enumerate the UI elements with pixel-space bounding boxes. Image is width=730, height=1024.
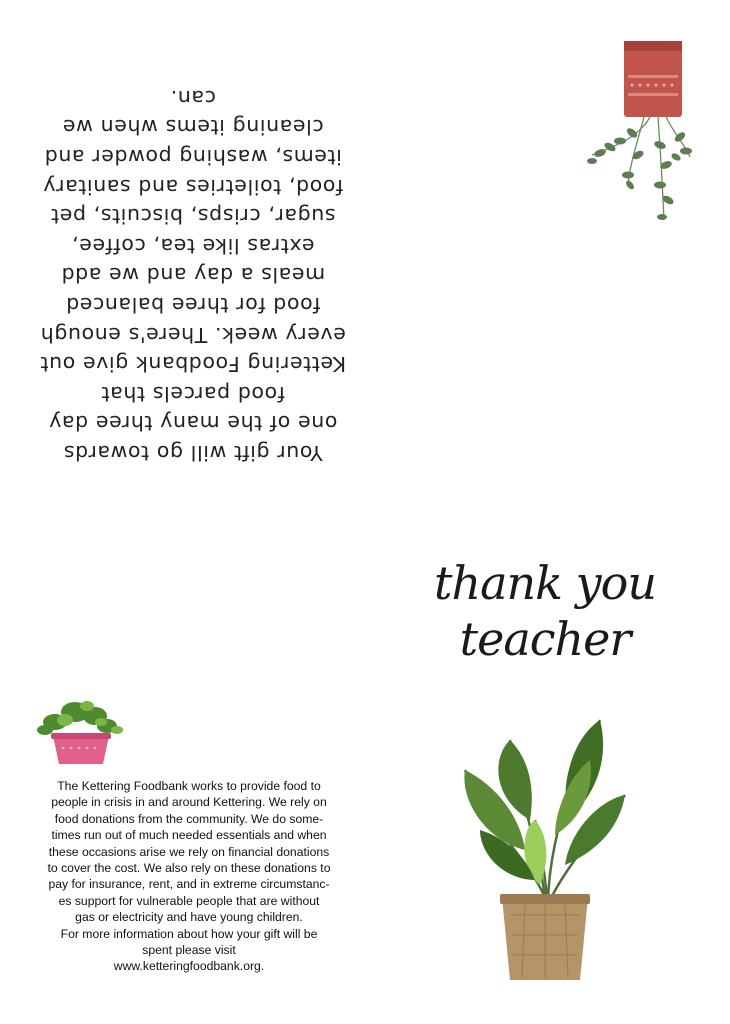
description-line: For more information about how your gift will be: [60, 926, 318, 941]
description-line: food donations from the community. We do some-: [54, 811, 324, 826]
description-line: spent please visit: [142, 943, 236, 958]
hanging-plant-icon: [580, 35, 710, 235]
pink-pot-plant-icon: [35, 692, 125, 767]
title-line-thank-you: thank you: [434, 556, 656, 610]
description-line: times run out of much needed essentials and when: [51, 828, 327, 843]
description-line: gas or electricity and have young children.: [75, 910, 303, 925]
description-line: es support for vulnerable people that are without: [58, 893, 320, 908]
title-line-teacher: teacher: [459, 612, 631, 666]
card-title: [420, 555, 670, 667]
description-line: these occasions arise we rely on financial donations: [48, 844, 330, 859]
inside-message: Your gift will go towards one of the many three day food parcels that Kettering Foodbank give out every week. There's enough food for three balanced meals a day and we add extras like tea, coffee, sugar, crisps, biscuits, pet food, toiletries and sanitary items, washing powder and cleaning items when we can.: [39, 85, 347, 465]
website-url: www.ketteringfoodbank.org.: [113, 959, 265, 974]
description-line: to cover the cost. We also rely on these donations to: [47, 861, 331, 876]
foodbank-description: [30, 778, 348, 975]
description-line: The Kettering Foodbank works to provide food to: [57, 779, 321, 793]
description-line: people in crisis in and around Kettering. We rely on: [51, 795, 327, 810]
description-line: pay for insurance, rent, and in extreme circumstanc-: [48, 877, 330, 892]
potted-leafy-plant-icon: [450, 700, 640, 990]
